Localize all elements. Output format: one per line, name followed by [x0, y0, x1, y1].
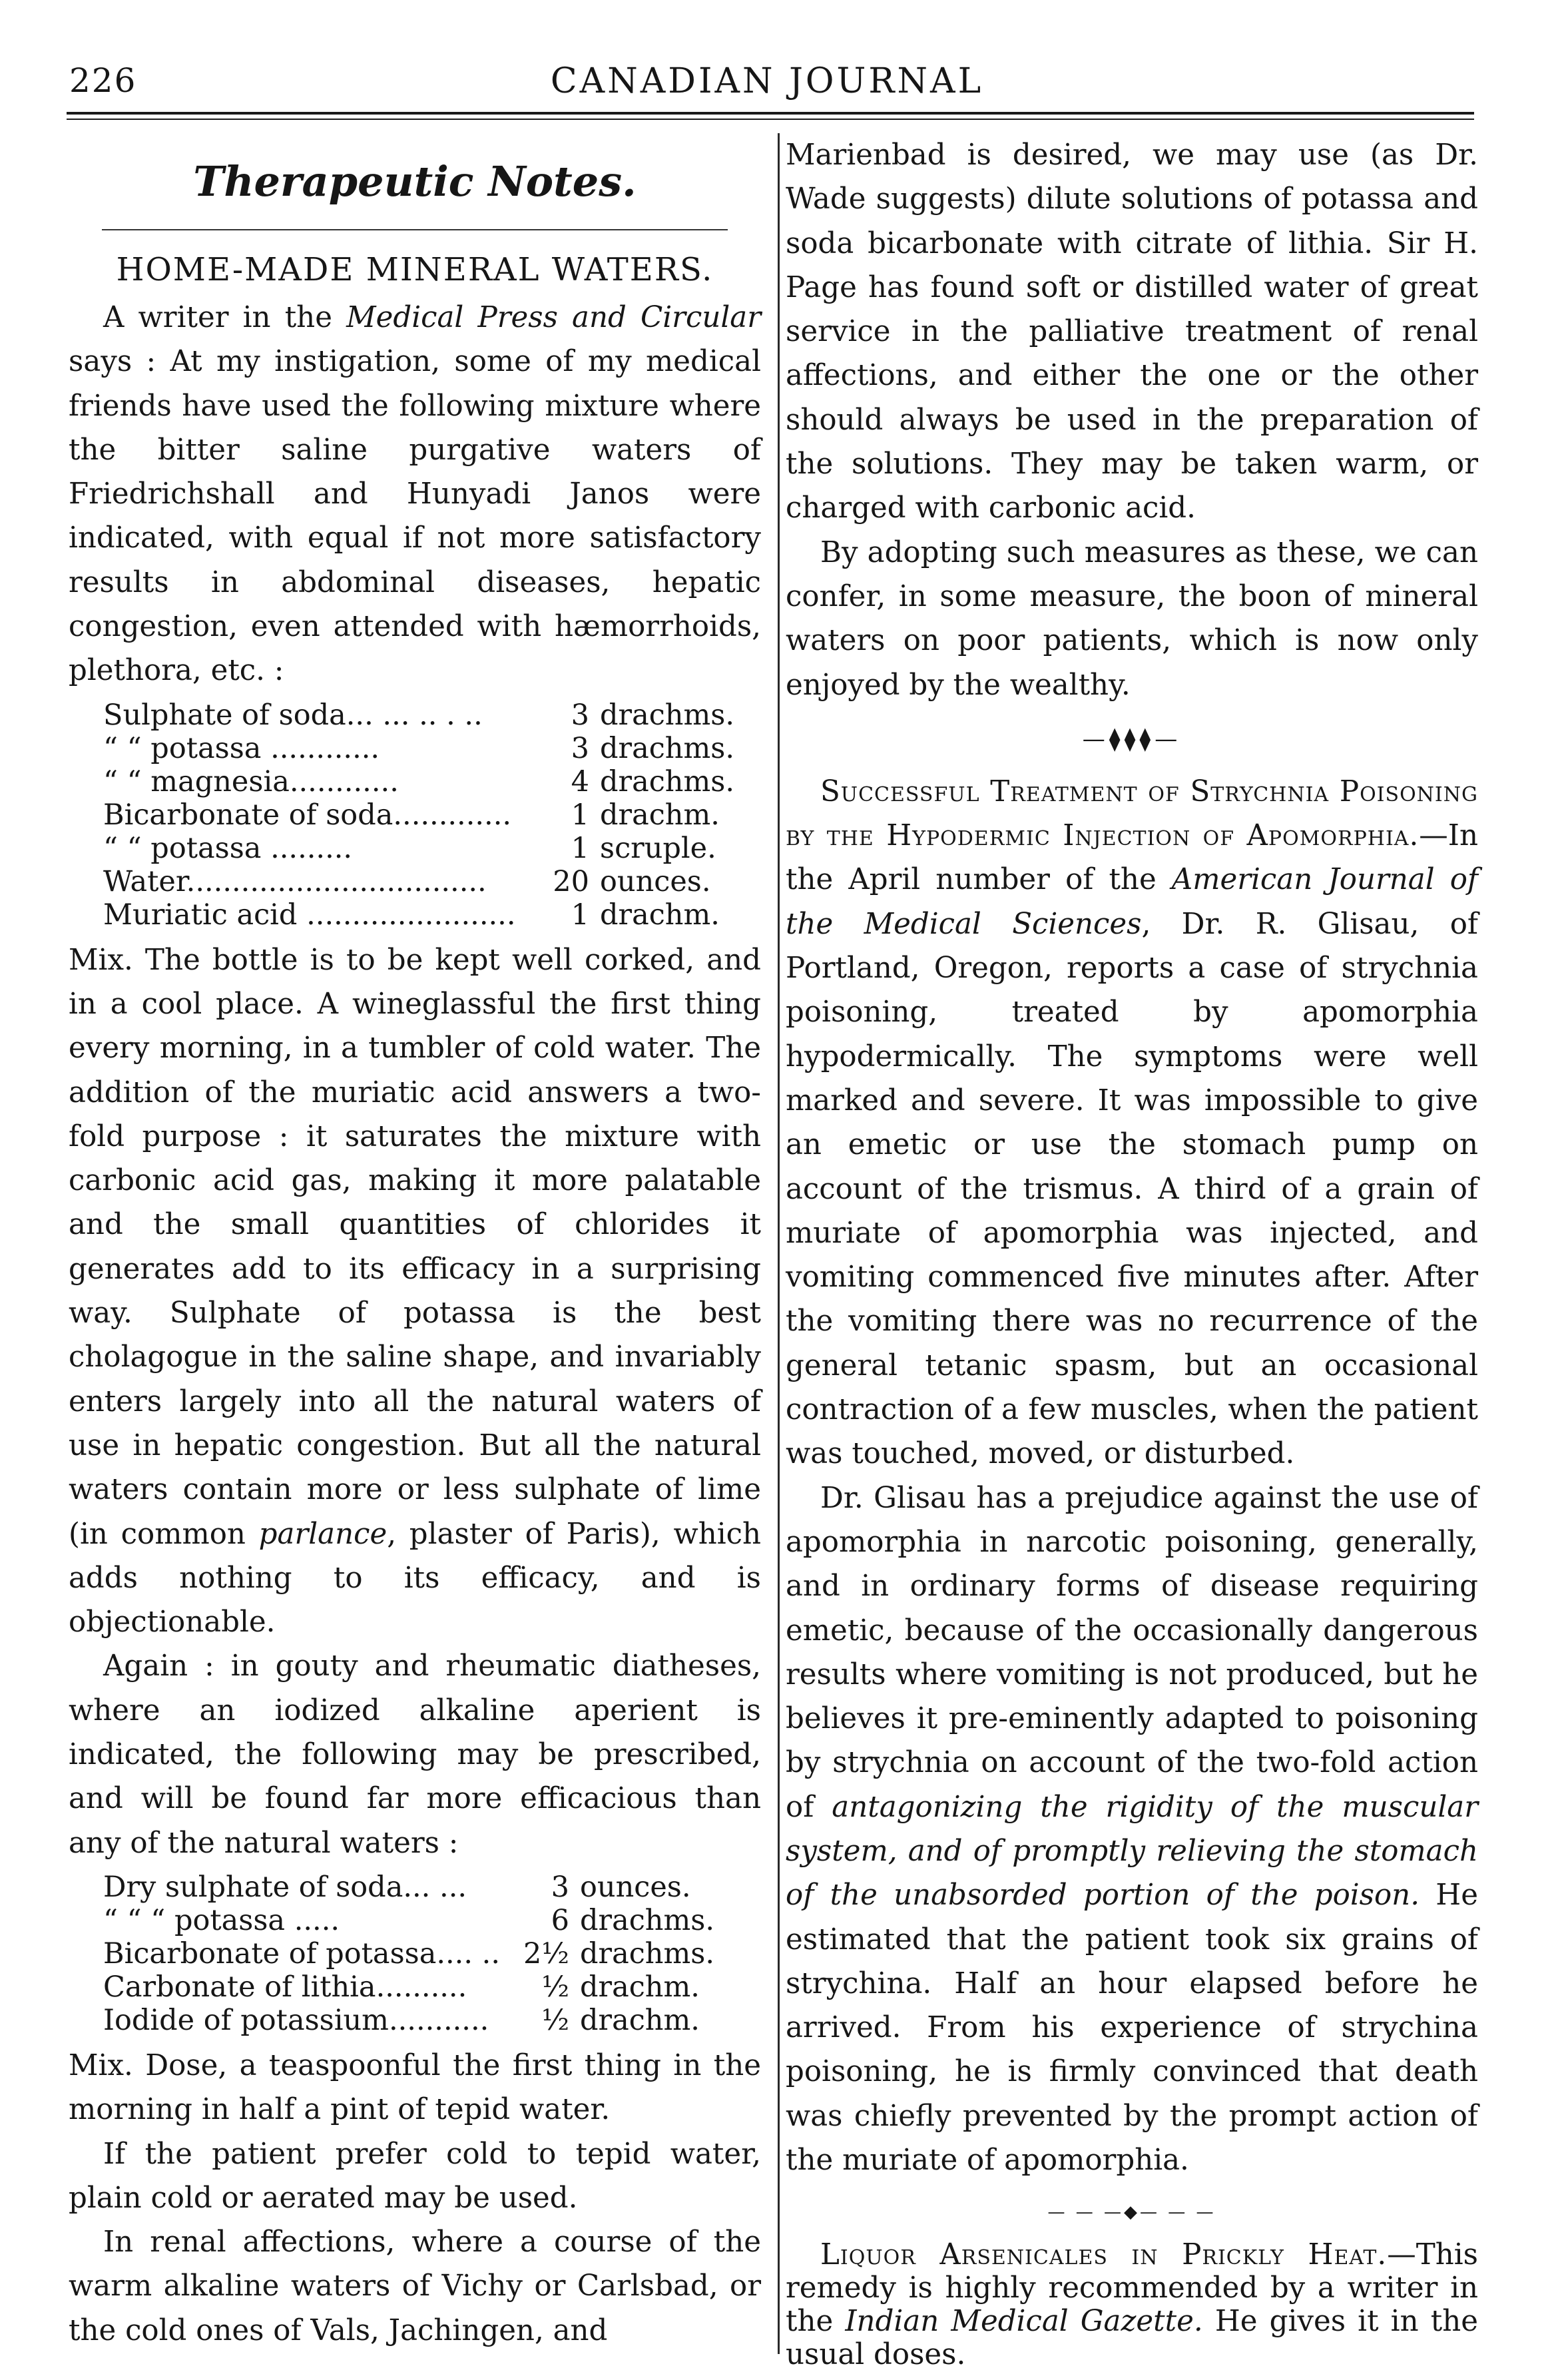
intro-paragraph: A writer in the Medical Press and Circular says : At my instigation, some of my medical friends have used the following mixture where the bitter saline purgative waters of Friedrichshall and Hunyadi Janos were indicated, with equal if not more satisfactory results in abdominal diseases, hepatic congestion, even attended with hæmorrhoids, plethora, etc. :: [69, 301, 761, 688]
recipe-row: Bicarbonate of soda............. 1 drachm.: [103, 798, 720, 832]
section-heading: Therapeutic Notes.: [193, 157, 637, 206]
source-title: Indian Medical Gazette.: [845, 2305, 1203, 2339]
continued-paragraph: Marienbad is desired, we may use (as Dr. Wade suggests) dilute solutions of potassa and soda bicarbonate with citrate of lithia. Sir H. Page has found soft or distilled water of great service in the palliative treatment of renal affections, and either the one or the other should always be used in the preparation of the solutions. They may be taken warm, or charged with carbonic acid.: [786, 139, 1478, 525]
recipe-row: “ “ “ potassa ..... 6 drachms.: [103, 1903, 715, 1937]
header-rule: [67, 112, 1474, 115]
source-title: American Journal of the Medical Sciences: [786, 863, 1479, 941]
recipe-row: Dry sulphate of soda... ... 3 ounces.: [103, 1870, 691, 1904]
ornament-divider: —⧫⧫⧫—: [1082, 725, 1182, 752]
recipe-row: “ “ potassa ......... 1 scruple.: [103, 831, 716, 865]
recipe-row: “ “ potassa ............ 3 drachms.: [103, 731, 735, 765]
ornament-divider-small: — — —◆— — —: [1047, 2202, 1216, 2223]
column-divider: [778, 133, 780, 2354]
recipe-row: “ “ magnesia............ 4 drachms.: [103, 764, 735, 798]
recipe-row: Carbonate of lithia.......... ½ drachm.: [103, 1970, 700, 2004]
liquor-article: Liquor Arsenicales in Prickly Heat.—This remedy is highly recommended by a writer in the Indian Medical Gazette. He gives it in the usual doses.: [786, 2238, 1478, 2372]
recipe-list-1: [103, 699, 761, 932]
liquor-title: Liquor Arsenicales in Prickly Heat.: [820, 2238, 1388, 2272]
measures-paragraph: By adopting such measures as these, we can confer, in some measure, the boon of mineral waters on poor patients, which is now only enjoyed by the wealthy.: [786, 535, 1478, 702]
journal-title: CANADIAN JOURNAL: [550, 61, 984, 101]
recipe-row: Sulphate of soda... ... .. . .. 3 drachms.: [103, 698, 735, 732]
source-title: Medical Press and Circular: [346, 301, 761, 334]
strychnia-title: Successful Treatment of Strychnia Poisoning by the Hypodermic Injection of Apomorphia.: [786, 774, 1478, 853]
renal-paragraph: In renal affections, where a course of the warm alkaline waters of Vichy or Carlsbad, or the cold ones of Vals, Jachingen, and: [69, 2226, 761, 2347]
article-title: HOME-MADE MINERAL WATERS.: [116, 251, 714, 288]
recipe-row: Muriatic acid ....................... 1 drachm.: [103, 898, 720, 932]
cold-water-paragraph: If the patient prefer cold to tepid water, plain cold or aerated may be used.: [69, 2137, 761, 2215]
again-paragraph: Again : in gouty and rheumatic diatheses, where an iodized alkaline aperient is indicated, the following may be prescribed, and will be found far more efficacious than any of the natural waters :: [69, 1649, 761, 1860]
page-number: 226: [69, 61, 137, 100]
right-column: [786, 133, 1478, 2371]
recipe-list-2: [103, 1871, 761, 2037]
glisau-paragraph: Dr. Glisau has a prejudice against the use of apomorphia in narcotic poisoning, generally, and in ordinary forms of disease requiring emetic, because of the occasionally dangerous results where vomiting is not produced, but he believes it pre-eminently adapted to poisoning by strychnia on account of the two-fold action of antagonizing the rigidity of the muscular system, and of promptly relieving the stomach of the unabsorded portion of the poison. He estimated that the patient took six grains of strychina. Half an hour elapsed before he arrived. From his experience of strychina poisoning, he is firmly convinced that death was chiefly prevented by the prompt action of the muriate of apomorphia.: [786, 1481, 1478, 2178]
header-rule-thin: [67, 119, 1474, 120]
strychnia-article: Successful Treatment of Strychnia Poisoning by the Hypodermic Injection of Apomorphia.—In the April number of the American Journal of the Medical Sciences, Dr. R. Glisau, of Portland, Oregon, reports a case of strychnia poisoning, treated by apomorphia hypodermically. The symptoms were well marked and severe. It was impossible to give an emetic or use the stomach pump on account of the trismus. A third of a grain of muriate of apomorphia was injected, and vomiting commenced five minutes after. After the vomiting there was no recurrence of the general tetanic spasm, but an occasional contraction of a few muscles, when the patient was touched, moved, or disturbed.: [786, 774, 1479, 1471]
left-column: [69, 133, 761, 2353]
recipe-row: Bicarbonate of potassa.... .. 2½ drachms.: [103, 1936, 715, 1970]
mix-paragraph-1: Mix. The bottle is to be kept well corked, and in a cool place. A wineglassful the first thing every morning, in a tumbler of cold water. The addition of the muriatic acid answers a two-fold purpose : it saturates the mixture with carbonic acid gas, making it more palatable and the small quantities of chlorides it generates add to its efficacy in a surprising way. Sulphate of potassa is the best cholagogue in the saline shape, and invariably enters largely into all the natural waters of use in hepatic congestion. But all the natural waters contain more or less sulphate of lime (in common parlance, plaster of Paris), which adds nothing to its efficacy, and is objectionable.: [69, 943, 761, 1639]
page-header: [61, 61, 1473, 108]
recipe-row: Iodide of potassium........... ½ drachm.: [103, 2003, 700, 2037]
section-rule: [102, 229, 728, 230]
recipe-row: Water................................. 20 ounces.: [103, 864, 711, 898]
mix-paragraph-2: Mix. Dose, a teaspoonful the first thing in the morning in half a pint of tepid water.: [69, 2048, 761, 2127]
